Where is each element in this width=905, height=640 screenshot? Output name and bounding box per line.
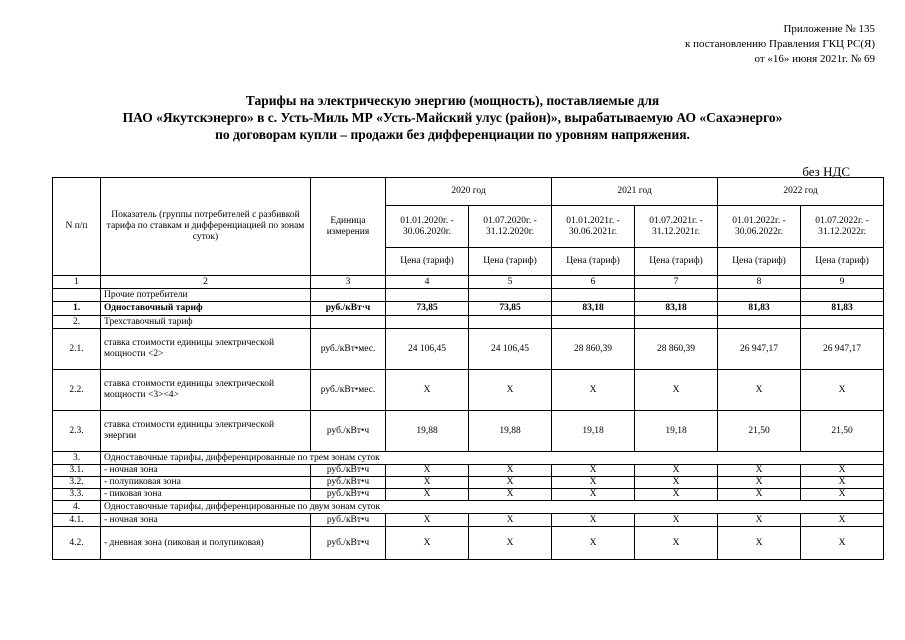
column-number: 7 xyxy=(635,276,718,289)
row-label: Трехставочный тариф xyxy=(101,316,311,329)
header-price: Цена (тариф) xyxy=(386,248,469,276)
row-value: 28 860,39 xyxy=(635,329,718,370)
row-value: X xyxy=(552,465,635,477)
row-value: X xyxy=(469,489,552,501)
column-number: 2 xyxy=(101,276,311,289)
table-row xyxy=(53,302,884,316)
row-value: X xyxy=(635,489,718,501)
table-row xyxy=(53,329,884,370)
row-unit: руб./кВт•ч xyxy=(311,465,386,477)
tariff-table xyxy=(52,177,884,560)
row-value: 81,83 xyxy=(718,302,801,316)
title-line-2: ПАО «Якутскэнерго» в с. Усть-Миль МР «Усть-Майский улус (район)», вырабатываемую АО «Сахаэнерго» xyxy=(122,110,783,125)
row-value: X xyxy=(718,477,801,489)
row-label: ставка стоимости единицы электрической мощности <2> xyxy=(101,329,311,370)
header-row-years xyxy=(53,178,884,206)
row-value: X xyxy=(635,465,718,477)
header-period: 01.07.2020г. - 31.12.2020г. xyxy=(469,206,552,248)
row-value: X xyxy=(552,370,635,411)
row-value: 19,18 xyxy=(552,411,635,452)
row-label: - дневная зона (пиковая и полупиковая) xyxy=(101,527,311,560)
title-line-3: по договорам купли – продажи без дифференциации по уровням напряжения. xyxy=(215,127,690,142)
row-value: X xyxy=(801,527,884,560)
row-value: 19,18 xyxy=(635,411,718,452)
column-number: 6 xyxy=(552,276,635,289)
row-value: X xyxy=(801,465,884,477)
table-row xyxy=(53,477,884,489)
column-numbers-row xyxy=(53,276,884,289)
row-label: - ночная зона xyxy=(101,514,311,527)
header-num: N п/п xyxy=(53,178,101,276)
row-value: X xyxy=(718,527,801,560)
header-year-2020: 2020 год xyxy=(386,178,552,206)
row-num: 2.1. xyxy=(53,329,101,370)
column-number: 5 xyxy=(469,276,552,289)
row-num: 4.1. xyxy=(53,514,101,527)
row-value: X xyxy=(801,477,884,489)
table-row xyxy=(53,411,884,452)
vat-note: без НДС xyxy=(802,164,850,179)
row-value: X xyxy=(552,489,635,501)
header-indicator: Показатель (группы потребителей с разбивкой тарифа по ставкам и дифференциацией по зонам суток) xyxy=(101,178,311,276)
header-year-2021: 2021 год xyxy=(552,178,718,206)
row-num: 1. xyxy=(53,302,101,316)
row-value: X xyxy=(469,370,552,411)
title-line-1: Тарифы на электрическую энергию (мощность), поставляемые для xyxy=(245,93,660,108)
column-number: 1 xyxy=(53,276,101,289)
header-period: 01.07.2022г. - 31.12.2022г. xyxy=(801,206,884,248)
row-value: X xyxy=(386,527,469,560)
column-number: 4 xyxy=(386,276,469,289)
row-value: 21,50 xyxy=(718,411,801,452)
row-label: ставка стоимости единицы электрической энергии xyxy=(101,411,311,452)
row-num: 2.3. xyxy=(53,411,101,452)
row-value: X xyxy=(801,514,884,527)
header-unit: Единица измерения xyxy=(311,178,386,276)
row-num: 2.2. xyxy=(53,370,101,411)
row-value: X xyxy=(635,527,718,560)
row-value: X xyxy=(635,370,718,411)
row-value: X xyxy=(552,527,635,560)
row-num: 3. xyxy=(53,452,101,465)
row-unit: руб./кВт•мес. xyxy=(311,329,386,370)
header-price: Цена (тариф) xyxy=(469,248,552,276)
row-value: X xyxy=(386,370,469,411)
header-price: Цена (тариф) xyxy=(552,248,635,276)
column-number: 8 xyxy=(718,276,801,289)
appendix-line-1: Приложение № 135 xyxy=(783,23,875,35)
row-value: 19,88 xyxy=(386,411,469,452)
row-unit: руб./кВт•ч xyxy=(311,514,386,527)
row-value: X xyxy=(386,489,469,501)
row-value: 28 860,39 xyxy=(552,329,635,370)
appendix-block xyxy=(685,22,875,67)
appendix-line-3: от «16» июня 2021г. № 69 xyxy=(754,53,875,65)
row-value: X xyxy=(386,465,469,477)
row-num: 3.1. xyxy=(53,465,101,477)
table-row xyxy=(53,465,884,477)
row-value: X xyxy=(552,514,635,527)
appendix-line-2: к постановлению Правления ГКЦ РС(Я) xyxy=(685,38,875,50)
row-unit xyxy=(311,289,386,302)
row-unit: руб./кВт•ч xyxy=(311,527,386,560)
row-label: - полупиковая зона xyxy=(101,477,311,489)
row-value: X xyxy=(386,514,469,527)
row-label: Одноставочный тариф xyxy=(101,302,311,316)
row-value: X xyxy=(635,514,718,527)
header-year-2022: 2022 год xyxy=(718,178,884,206)
row-value: X xyxy=(801,370,884,411)
header-period: 01.01.2022г. - 30.06.2022г. xyxy=(718,206,801,248)
row-label: - пиковая зона xyxy=(101,489,311,501)
row-num: 3.3. xyxy=(53,489,101,501)
row-value: 26 947,17 xyxy=(718,329,801,370)
row-value: X xyxy=(386,477,469,489)
row-label: Прочие потребители xyxy=(101,289,311,302)
row-unit: руб./кВт•ч xyxy=(311,489,386,501)
table-row xyxy=(53,489,884,501)
row-value: 83,18 xyxy=(552,302,635,316)
header-period: 01.07.2021г. - 31.12.2021г. xyxy=(635,206,718,248)
row-value: X xyxy=(552,477,635,489)
row-num: 4. xyxy=(53,501,101,514)
row-value: 24 106,45 xyxy=(386,329,469,370)
table-row xyxy=(53,514,884,527)
row-unit: руб./кВт•мес. xyxy=(311,370,386,411)
row-value: X xyxy=(801,489,884,501)
row-label: - ночная зона xyxy=(101,465,311,477)
row-num xyxy=(53,289,101,302)
row-label: Одноставочные тарифы, дифференцированные по трем зонам суток xyxy=(101,452,884,465)
row-label: ставка стоимости единицы электрической мощности <3><4> xyxy=(101,370,311,411)
column-number: 9 xyxy=(801,276,884,289)
header-price: Цена (тариф) xyxy=(718,248,801,276)
row-value: 26 947,17 xyxy=(801,329,884,370)
row-value: X xyxy=(718,370,801,411)
row-value: 73,85 xyxy=(469,302,552,316)
header-period: 01.01.2021г. - 30.06.2021г. xyxy=(552,206,635,248)
row-value: X xyxy=(469,514,552,527)
row-unit: руб./кВт·ч xyxy=(311,302,386,316)
row-num: 4.2. xyxy=(53,527,101,560)
row-value: X xyxy=(635,477,718,489)
header-period: 01.01.2020г. - 30.06.2020г. xyxy=(386,206,469,248)
row-value: X xyxy=(469,527,552,560)
table-row xyxy=(53,501,884,514)
table-row xyxy=(53,289,884,302)
row-value: 19,88 xyxy=(469,411,552,452)
column-number: 3 xyxy=(311,276,386,289)
document-title xyxy=(0,92,905,143)
row-value: X xyxy=(469,465,552,477)
row-value: X xyxy=(718,514,801,527)
row-label: Одноставочные тарифы, дифференцированные по двум зонам суток xyxy=(101,501,884,514)
row-num: 3.2. xyxy=(53,477,101,489)
row-value: 81,83 xyxy=(801,302,884,316)
header-price: Цена (тариф) xyxy=(801,248,884,276)
row-value: 73,85 xyxy=(386,302,469,316)
table-row xyxy=(53,316,884,329)
table-row xyxy=(53,527,884,560)
row-value: 21,50 xyxy=(801,411,884,452)
row-value: X xyxy=(718,465,801,477)
row-value: 83,18 xyxy=(635,302,718,316)
row-value: 24 106,45 xyxy=(469,329,552,370)
row-unit: руб./кВт•ч xyxy=(311,477,386,489)
row-value: X xyxy=(469,477,552,489)
row-value: X xyxy=(718,489,801,501)
table-row xyxy=(53,452,884,465)
header-price: Цена (тариф) xyxy=(635,248,718,276)
table-row xyxy=(53,370,884,411)
row-num: 2. xyxy=(53,316,101,329)
row-unit: руб./кВт•ч xyxy=(311,411,386,452)
